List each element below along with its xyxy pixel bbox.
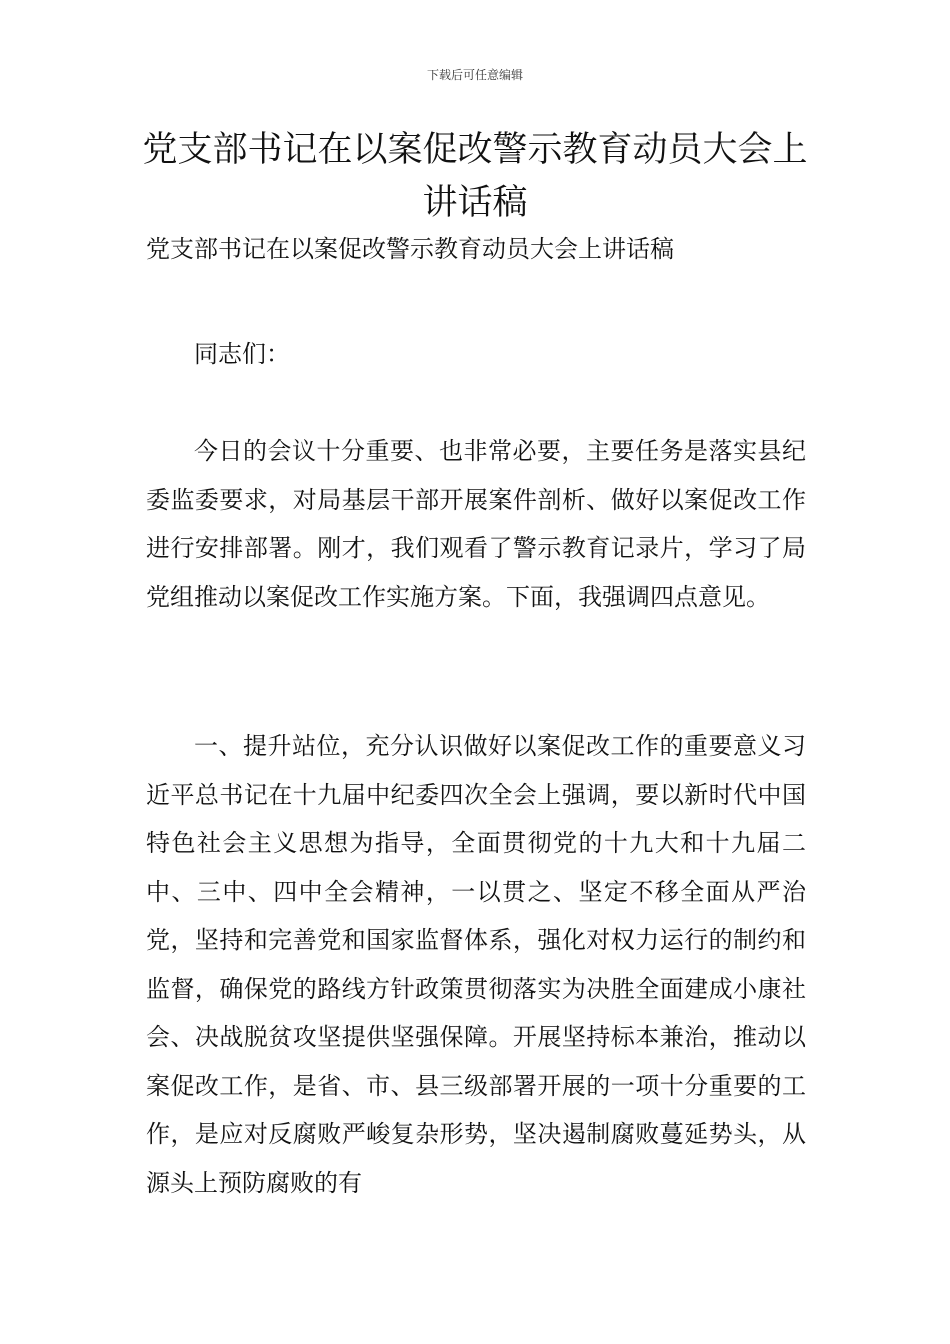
greeting-paragraph: 同志们： [194, 340, 290, 368]
document-subtitle: 党支部书记在以案促改警示教育动员大会上讲话稿 [146, 235, 674, 263]
intro-paragraph: 今日的会议十分重要、也非常必要，主要任务是落实县纪委监委要求，对局基层干部开展案件剖析、做好以案促改工作进行安排部署。刚才，我们观看了警示教育记录片，学习了局党组推动以案促改工作实施方案。下面，我强调四点意见。 [146, 437, 806, 611]
document-title: 党支部书记在以案促改警示教育动员大会上讲话稿 [142, 130, 808, 223]
header-note: 下载后可任意编辑 [426, 68, 523, 82]
section-one-paragraph: 一、提升站位，充分认识做好以案促改工作的重要意义习近平总书记在十九届中纪委四次全会上强调，要以新时代中国特色社会主义思想为指导，全面贯彻党的十九大和十九届二中、三中、四中全会精神，一以贯之、坚定不移全面从严治党，坚持和完善党和国家监督体系，强化对权力运行的制约和监督，确保党的路线方针政策贯彻落实为决胜全面建成小康社会、决战脱贫攻坚提供坚强保障。开展坚持标本兼治，推动以案促改工作，是省、市、县三级部署开展的一项十分重要的工作，是应对反腐败严峻复杂形势，坚决遏制腐败蔓延势头，从源头上预防腐败的有 [146, 732, 806, 1197]
